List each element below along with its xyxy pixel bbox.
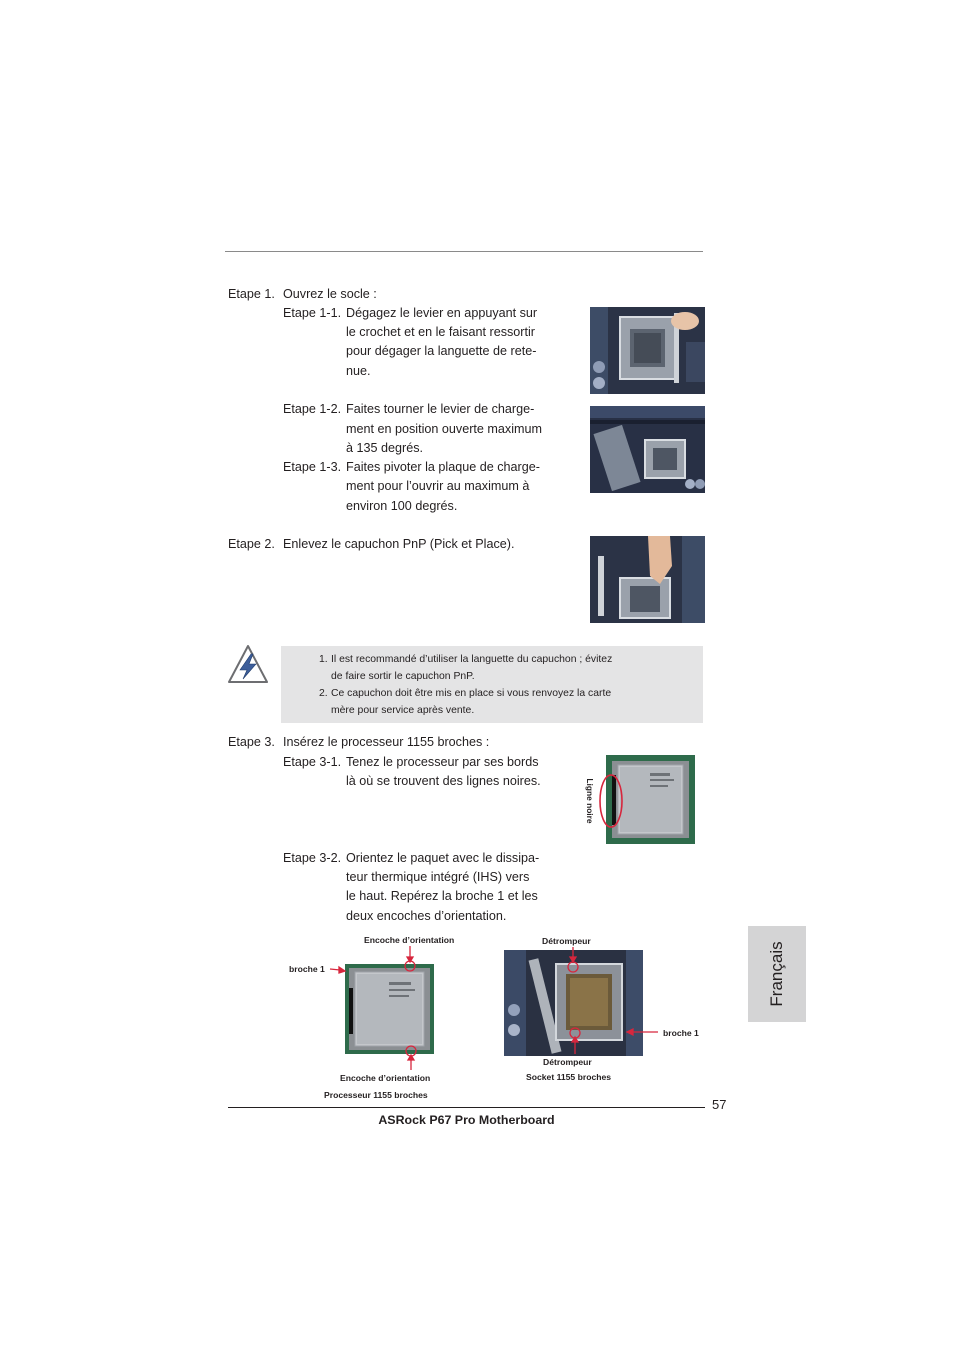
note-1-number: 1.	[319, 654, 328, 665]
label-encoche-bottom: Encoche d’orientation	[340, 1073, 431, 1083]
step-1-3-line-1: Faites pivoter la plaque de charge-	[346, 460, 540, 474]
socket-caption: Socket 1155 broches	[526, 1072, 612, 1082]
photo-remove-pnp-cap	[590, 536, 705, 623]
language-side-tab	[748, 926, 806, 1022]
step-1-3-number: Etape 1-3.	[283, 460, 342, 474]
step-1-2-line-3: à 135 degrés.	[346, 441, 424, 455]
label-detrompeur-bottom: Détrompeur	[543, 1057, 592, 1067]
step-1-1-line-1: Dégagez le levier en appuyant sur	[346, 306, 538, 320]
note-2-line-1: Ce capuchon doit être mis en place si vous renvoyez la carte	[331, 688, 612, 699]
note-2-number: 2.	[319, 688, 328, 699]
step-3-2-line-3: le haut. Repérez la broche 1 et les	[346, 889, 538, 903]
step-3-number: Etape 3.	[228, 735, 275, 749]
header-rule	[225, 251, 703, 252]
note-1-line-2: de faire sortir le capuchon PnP.	[331, 671, 475, 682]
warning-icon	[226, 643, 270, 685]
step-3-1-line-1: Tenez le processeur par ses bords	[346, 755, 539, 769]
step-1-2-line-1: Faites tourner le levier de charge-	[346, 402, 535, 416]
label-detrompeur-top: Détrompeur	[542, 936, 591, 946]
step-3-1-line-2: là où se trouvent des lignes noires.	[346, 774, 541, 788]
step-1-1-line-4: nue.	[346, 364, 371, 378]
step-3-text: Insérez le processeur 1155 broches :	[283, 735, 490, 749]
language-side-tab-label: Français	[767, 941, 786, 1007]
step-2-number: Etape 2.	[228, 537, 275, 551]
step-3-2-line-2: teur thermique intégré (IHS) vers	[346, 870, 530, 884]
step-3-2-line-4: deux encoches d’orientation.	[346, 909, 507, 923]
step-1-text: Ouvrez le socle :	[283, 287, 377, 301]
diagram-markers-overlay	[280, 930, 700, 1070]
label-ligne-noire: Ligne noire	[585, 778, 595, 824]
label-encoche-top: Encoche d’orientation	[364, 935, 455, 945]
step-3-2-number: Etape 3-2.	[283, 851, 342, 865]
step-1-1-number: Etape 1-1.	[283, 306, 342, 320]
note-1-line-1: Il est recommandé d’utiliser la languette du capuchon ; évitez	[331, 654, 613, 665]
step-1-3-line-3: environ 100 degrés.	[346, 499, 458, 513]
step-1-1-line-2: le crochet et en le faisant ressortir	[346, 325, 535, 339]
step-1-number: Etape 1.	[228, 287, 275, 301]
step-3-1-number: Etape 3-1.	[283, 755, 342, 769]
photo-load-plate-open	[590, 406, 705, 493]
black-line-highlight-circle	[598, 773, 624, 829]
step-1-2-line-2: ment en position ouverte maximum	[346, 422, 542, 436]
step-3-2-line-1: Orientez le paquet avec le dissipa-	[346, 851, 540, 865]
page-number: 57	[712, 1097, 727, 1112]
label-broche-1-cpu: broche 1	[289, 964, 325, 974]
label-broche-1-socket: broche 1	[663, 1028, 699, 1038]
step-2-text: Enlevez le capuchon PnP (Pick et Place).	[283, 537, 515, 551]
step-1-1-line-3: pour dégager la languette de rete-	[346, 344, 537, 358]
footer-rule	[228, 1107, 705, 1108]
cpu-caption: Processeur 1155 broches	[324, 1090, 428, 1100]
footer-title: ASRock P67 Pro Motherboard	[378, 1113, 555, 1127]
photo-release-lever	[590, 307, 705, 394]
note-2-line-2: mère pour service après vente.	[331, 705, 475, 716]
step-1-2-number: Etape 1-2.	[283, 402, 342, 416]
step-1-3-line-2: ment pour l’ouvrir au maximum à	[346, 479, 530, 493]
